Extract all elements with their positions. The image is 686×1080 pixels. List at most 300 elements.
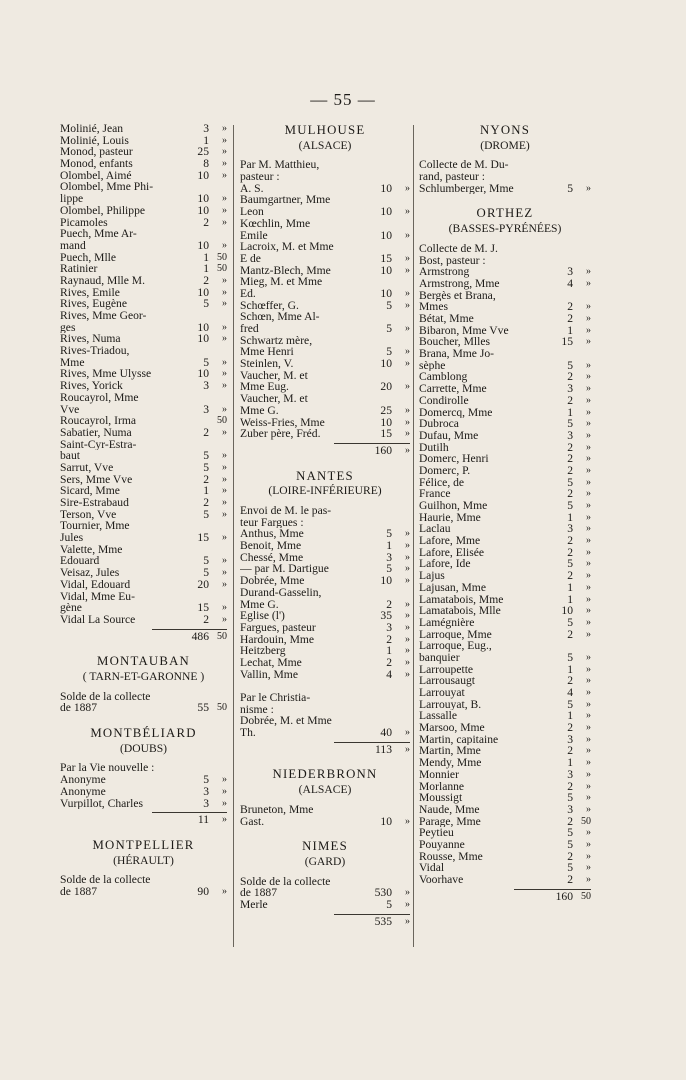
donation-cents: » (222, 169, 227, 181)
donation-cents: » (222, 158, 227, 170)
donation-cents: » (405, 645, 410, 657)
donation-cents: » (405, 252, 410, 264)
donor-name: Peytieu (419, 827, 454, 839)
donation-amount: 5 (567, 861, 573, 875)
donation-cents: » (586, 628, 591, 640)
donation-cents: » (586, 803, 591, 815)
donation-cents (392, 159, 410, 171)
list-item (419, 407, 591, 419)
donation-amount: 10 (197, 238, 209, 252)
donor-name: nisme : (240, 703, 274, 716)
donation-amount (553, 243, 573, 255)
column-divider (233, 125, 234, 947)
donor-name: sèphe (419, 359, 446, 372)
donation-amount (372, 692, 392, 704)
donor-name: Dutilh (419, 441, 449, 454)
donor-name: Condirolle (419, 394, 469, 407)
donation-amount: 2 (203, 425, 209, 439)
donation-amount: 25 (380, 403, 392, 417)
donor-name: Lechat, Mme (240, 656, 302, 669)
donation-cents: » (222, 485, 227, 497)
list-item (240, 323, 410, 335)
donor-name: Parage, Mme (419, 815, 481, 828)
donation-amount (553, 159, 573, 171)
donor-name: Monnier (419, 768, 459, 781)
donor-name: Fargues, pasteur (240, 621, 316, 634)
list-item (240, 517, 410, 529)
donation-cents: » (586, 838, 591, 850)
donation-cents: » (222, 123, 227, 134)
donor-name: Dufau, Mme (419, 429, 479, 442)
donation-amount: 3 (567, 767, 573, 781)
donor-name: Rives, Eugène (60, 298, 127, 310)
section-subheading: (LOIRE-INFÉRIEURE) (268, 484, 382, 498)
donation-amount: 5 (203, 449, 209, 463)
donation-amount: 40 (380, 726, 392, 740)
donation-cents (209, 691, 227, 703)
donation-cents (392, 680, 410, 692)
donor-name: Lacroix, M. et Mme (240, 241, 334, 253)
donation-cents: » (222, 286, 227, 298)
donation-amount (189, 310, 209, 322)
donation-cents: » (222, 602, 227, 614)
donation-cents: » (586, 371, 591, 383)
donor-name: Schœn, Mme Al- (240, 311, 320, 324)
donor-name: Carrette, Mme (419, 383, 487, 395)
donation-amount: 2 (567, 487, 573, 501)
list-item (419, 278, 591, 290)
donation-cents: » (586, 687, 591, 698)
donation-cents: » (222, 274, 227, 286)
donation-amount: 5 (386, 562, 392, 576)
donor-name: Envoi de M. le pas- (240, 505, 332, 517)
donation-cents: » (222, 193, 227, 205)
donation-cents: » (586, 757, 591, 769)
donation-cents (209, 762, 227, 774)
list-item (60, 886, 227, 898)
donor-name: Zuber père, Fréd. (240, 428, 321, 440)
donation-cents: » (586, 710, 591, 722)
list-item (240, 657, 410, 669)
donation-cents: » (586, 780, 591, 792)
section-heading: NIEDERBRONN (272, 767, 378, 782)
donation-amount: 5 (567, 650, 573, 664)
total-rule (334, 443, 411, 444)
list-item (60, 380, 227, 392)
list-item (240, 610, 410, 622)
donation-amount: 2 (386, 655, 392, 669)
list-item (240, 218, 410, 230)
donation-cents: » (586, 827, 591, 839)
section-heading: MONTAUBAN (97, 654, 190, 669)
donation-cents: » (405, 416, 410, 428)
donation-cents: » (405, 206, 410, 218)
donor-name: Lafore, Elisée (419, 546, 485, 559)
column-divider (413, 125, 414, 947)
donation-cents: » (586, 418, 591, 430)
donation-amount: 5 (203, 297, 209, 311)
list-item (419, 301, 591, 313)
donation-amount: 5 (567, 557, 573, 571)
section-subheading: (ALSACE) (298, 783, 352, 797)
list-item (419, 371, 591, 383)
donation-cents: » (222, 774, 227, 786)
section-total (60, 631, 227, 643)
donation-amount (189, 345, 209, 357)
donor-name: Picamoles (60, 216, 108, 229)
list-item (60, 614, 227, 626)
donor-name: Collecte de M. Du- (419, 159, 509, 172)
section-total (240, 916, 410, 928)
donation-amount: 15 (197, 601, 209, 615)
list-item (419, 734, 591, 746)
donation-cents: » (222, 403, 227, 415)
donor-name: fred (240, 323, 259, 335)
donation-amount: 1 (567, 580, 573, 594)
donor-name: Vaucher, M. et (240, 369, 308, 382)
list-item (60, 702, 227, 714)
donation-cents: » (222, 146, 227, 158)
donation-cents: » (405, 323, 410, 335)
donation-amount (372, 804, 392, 816)
donation-cents: » (222, 239, 227, 251)
donor-name: Baumgartner, Mme (240, 194, 331, 207)
donor-name: Sicard, Mme (60, 485, 120, 497)
donor-name: Schwartz mère, (240, 334, 313, 347)
list-item (419, 839, 591, 851)
donation-cents: » (405, 381, 410, 393)
donor-name: Domerc, P. (419, 464, 471, 477)
donation-cents (209, 874, 227, 886)
donor-name: Leon (240, 206, 264, 218)
total-spacer (419, 891, 547, 903)
donation-amount (372, 587, 392, 599)
donor-name: Solde de la collecte (60, 690, 151, 703)
donor-name: Durand-Gasselin, (240, 586, 322, 599)
donation-amount: 2 (567, 545, 573, 559)
donation-cents: » (586, 616, 591, 628)
donation-amount: 3 (203, 122, 209, 135)
donation-cents: » (586, 581, 591, 593)
donation-cents: » (222, 473, 227, 485)
donor-name: Tournier, Mme (60, 520, 130, 533)
total-amount: 160 (374, 443, 392, 457)
list-item (419, 453, 591, 465)
donation-cents: » (405, 428, 410, 440)
donation-amount: 2 (203, 273, 209, 287)
donation-amount: 2 (567, 779, 573, 793)
donation-cents: » (586, 698, 591, 710)
donation-cents: » (586, 277, 591, 289)
list-item (240, 528, 410, 540)
donation-cents (392, 335, 410, 347)
donation-cents: » (405, 575, 410, 587)
list-item (419, 757, 591, 769)
donation-cents (573, 640, 591, 652)
donation-amount: 3 (567, 732, 573, 746)
donation-amount: 3 (203, 784, 209, 798)
list-item (419, 535, 591, 547)
donation-cents: » (586, 874, 591, 885)
list-item (419, 430, 591, 442)
donation-amount: 1 (203, 484, 209, 498)
donation-amount: 5 (203, 355, 209, 369)
donation-cents (209, 591, 227, 603)
list-item (60, 532, 227, 544)
list-item (240, 505, 410, 517)
donor-name: rand, pasteur : (419, 171, 485, 183)
list-item (419, 781, 591, 793)
donor-name: Olombel, Aimé (60, 169, 132, 182)
donation-amount: 1 (567, 756, 573, 770)
list-item (419, 171, 591, 183)
donor-name: Mantz-Blech, Mme (240, 264, 331, 277)
donor-name: Gast. (240, 815, 265, 828)
list-item (240, 575, 410, 587)
donation-amount: 20 (197, 577, 209, 591)
total-rule (152, 629, 227, 630)
donor-name: Sire-Estrabaud (60, 497, 129, 509)
total-spacer (240, 445, 366, 457)
list-item (240, 381, 410, 393)
donor-name: Sarrut, Vve (60, 461, 114, 474)
donor-name: Lassalle (419, 710, 457, 723)
donation-cents: » (222, 134, 227, 146)
donor-name: Voorhave (419, 874, 464, 886)
donation-amount: 25 (197, 145, 209, 159)
donation-amount: 35 (380, 609, 392, 623)
list-item (60, 298, 227, 310)
donor-name: Terson, Vve (60, 508, 117, 521)
donor-name: Vurpillot, Charles (60, 797, 144, 810)
donation-amount: 2 (567, 814, 573, 828)
donation-cents: » (222, 380, 227, 392)
list-item (240, 727, 410, 739)
donor-name: Bost, pasteur : (419, 254, 486, 267)
donation-cents: » (586, 535, 591, 547)
donor-name: Boucher, Mlles (419, 336, 491, 349)
list-item (419, 183, 591, 195)
donor-name: Dobrée, Mme (240, 575, 305, 587)
donation-cents: » (586, 663, 591, 675)
list-item (419, 159, 591, 171)
donation-cents (392, 517, 410, 529)
donation-cents: » (222, 613, 227, 625)
donor-name: Sabatier, Numa (60, 426, 132, 439)
donor-name: Rives, Mme Geor- (60, 310, 147, 322)
list-item (240, 804, 410, 816)
donation-amount: 5 (386, 898, 392, 911)
donation-cents (392, 171, 410, 183)
donation-amount: 5 (386, 527, 392, 541)
donor-name: Merle (240, 899, 268, 911)
list-item (419, 652, 591, 664)
list-item (60, 217, 227, 229)
donation-cents: » (405, 404, 410, 416)
donor-name: Dobrée, M. et Mme (240, 715, 332, 728)
list-item (240, 680, 410, 692)
list-item (60, 474, 227, 486)
donation-cents (392, 393, 410, 405)
donation-cents (573, 159, 591, 171)
donation-cents: » (586, 593, 591, 605)
donation-amount: 5 (567, 475, 573, 489)
list-item (60, 205, 227, 217)
donation-amount (372, 680, 392, 692)
donor-name: Th. (240, 727, 256, 739)
list-item (240, 704, 410, 716)
section-heading: MONTBÉLIARD (90, 726, 197, 741)
donation-amount: 3 (567, 265, 573, 279)
donor-name: Larrouyat, B. (419, 698, 482, 711)
donor-name: Schœffer, G. (240, 299, 299, 312)
donation-cents: » (586, 511, 591, 523)
list-item (240, 645, 410, 657)
donor-name: Mendy, Mme (419, 757, 482, 769)
donation-cents: » (586, 464, 591, 476)
list-item (240, 265, 410, 277)
donation-amount: 10 (380, 357, 392, 371)
donor-name: Eglise (l') (240, 610, 285, 622)
section-heading: NANTES (296, 468, 354, 483)
donor-name: Lafore, Mme (419, 535, 481, 547)
donation-cents: » (405, 540, 410, 552)
donation-amount: 5 (567, 358, 573, 372)
total-rule (514, 889, 591, 890)
donor-name: Molinié, Jean (60, 123, 124, 135)
donation-cents (209, 544, 227, 556)
list-item (419, 640, 591, 652)
donor-name: Lajusan, Mme (419, 581, 486, 594)
section-subheading: ( TARN-ET-GARONNE ) (82, 669, 205, 683)
donation-cents: » (222, 298, 227, 310)
donor-name: Solde de la collecte (60, 874, 151, 886)
total-amount: 486 (191, 629, 209, 643)
donor-name: Marsoo, Mme (419, 722, 485, 734)
total-cents: » (405, 743, 410, 755)
donor-name: Mieg, M. et Mme (240, 276, 323, 288)
donation-amount: 2 (386, 632, 392, 646)
list-item (60, 462, 227, 474)
donor-name: Weiss-Fries, Mme (240, 416, 325, 429)
donor-name: Anonyme (60, 785, 106, 798)
donation-amount: 2 (567, 721, 573, 735)
list-item (60, 287, 227, 299)
list-item (419, 769, 591, 781)
donation-cents: » (222, 368, 227, 380)
donor-name: Roucayrol, Mme (60, 391, 139, 404)
donor-name: Camblong (419, 371, 468, 384)
list-item (419, 827, 591, 839)
section-total (240, 744, 410, 756)
donor-name: Hardouin, Mme (240, 633, 315, 646)
donation-amount: 2 (386, 597, 392, 611)
donation-amount: 10 (197, 285, 209, 299)
list-item (240, 288, 410, 300)
donation-amount: 5 (567, 181, 573, 195)
donation-amount: 5 (567, 417, 573, 431)
donation-cents (392, 311, 410, 323)
donation-amount: 1 (567, 592, 573, 606)
donation-amount: 2 (567, 569, 573, 583)
donor-name: Olombel, Philippe (60, 204, 146, 217)
list-item (60, 240, 227, 252)
list-item (60, 252, 227, 264)
donation-cents (209, 228, 227, 240)
section-subheading: (DROME) (480, 138, 530, 152)
list-item (60, 333, 227, 345)
donation-cents (392, 876, 410, 888)
donation-cents: » (586, 500, 591, 511)
section-heading: MONTPELLIER (92, 837, 195, 852)
donation-cents: » (586, 476, 591, 488)
donation-cents: » (405, 528, 410, 540)
list-item (60, 123, 227, 135)
donor-name: Armstrong, Mme (419, 277, 500, 290)
donation-cents: » (405, 899, 410, 910)
donation-amount: 2 (567, 452, 573, 466)
donor-name: baut (60, 450, 80, 462)
donation-amount: 10 (380, 181, 392, 195)
donation-amount: 2 (203, 612, 209, 626)
donation-cents: » (222, 797, 227, 809)
donor-name: Par la Vie nouvelle : (60, 762, 155, 775)
list-item (60, 762, 227, 774)
donation-cents: 50 (217, 415, 227, 427)
donation-cents (392, 715, 410, 727)
donation-amount (372, 704, 392, 716)
donation-amount: 3 (567, 522, 573, 536)
donation-amount: 4 (567, 686, 573, 699)
donation-amount: 10 (380, 228, 392, 242)
donor-name: Heitzberg (240, 645, 286, 657)
donor-name: Larrousaugt (419, 675, 476, 687)
total-cents: 50 (581, 890, 591, 902)
list-item (419, 383, 591, 395)
donor-name: Molinié, Louis (60, 134, 129, 147)
donor-name: Rousse, Mme (419, 850, 483, 863)
donation-cents: » (222, 532, 227, 544)
donation-cents (392, 587, 410, 599)
donation-amount: 2 (567, 393, 573, 407)
section-total (60, 814, 227, 826)
list-item (419, 745, 591, 757)
donation-amount: 4 (567, 276, 573, 290)
donation-amount: 5 (567, 499, 573, 512)
donor-name: Saint-Cyr-Estra- (60, 438, 137, 451)
donation-cents (573, 243, 591, 255)
donation-amount (189, 392, 209, 404)
donation-amount: 2 (567, 300, 573, 314)
donor-name: Morlanne (419, 780, 465, 793)
donation-cents (392, 241, 410, 253)
donor-name: Bruneton, Mme (240, 803, 314, 816)
donor-name: Vallin, Mme (240, 668, 298, 681)
donation-amount: 2 (567, 463, 573, 477)
donation-cents: » (222, 450, 227, 462)
donation-amount: 20 (380, 380, 392, 394)
donation-cents: » (586, 733, 591, 745)
donor-name: Moussigt (419, 792, 463, 804)
donation-amount: 15 (380, 427, 392, 441)
donor-name: Ed. (240, 287, 256, 300)
list-item (240, 253, 410, 265)
list-item (419, 266, 591, 278)
donation-cents (209, 345, 227, 357)
list-item (60, 786, 227, 798)
donation-cents: » (586, 453, 591, 465)
donation-amount: 10 (197, 367, 209, 381)
